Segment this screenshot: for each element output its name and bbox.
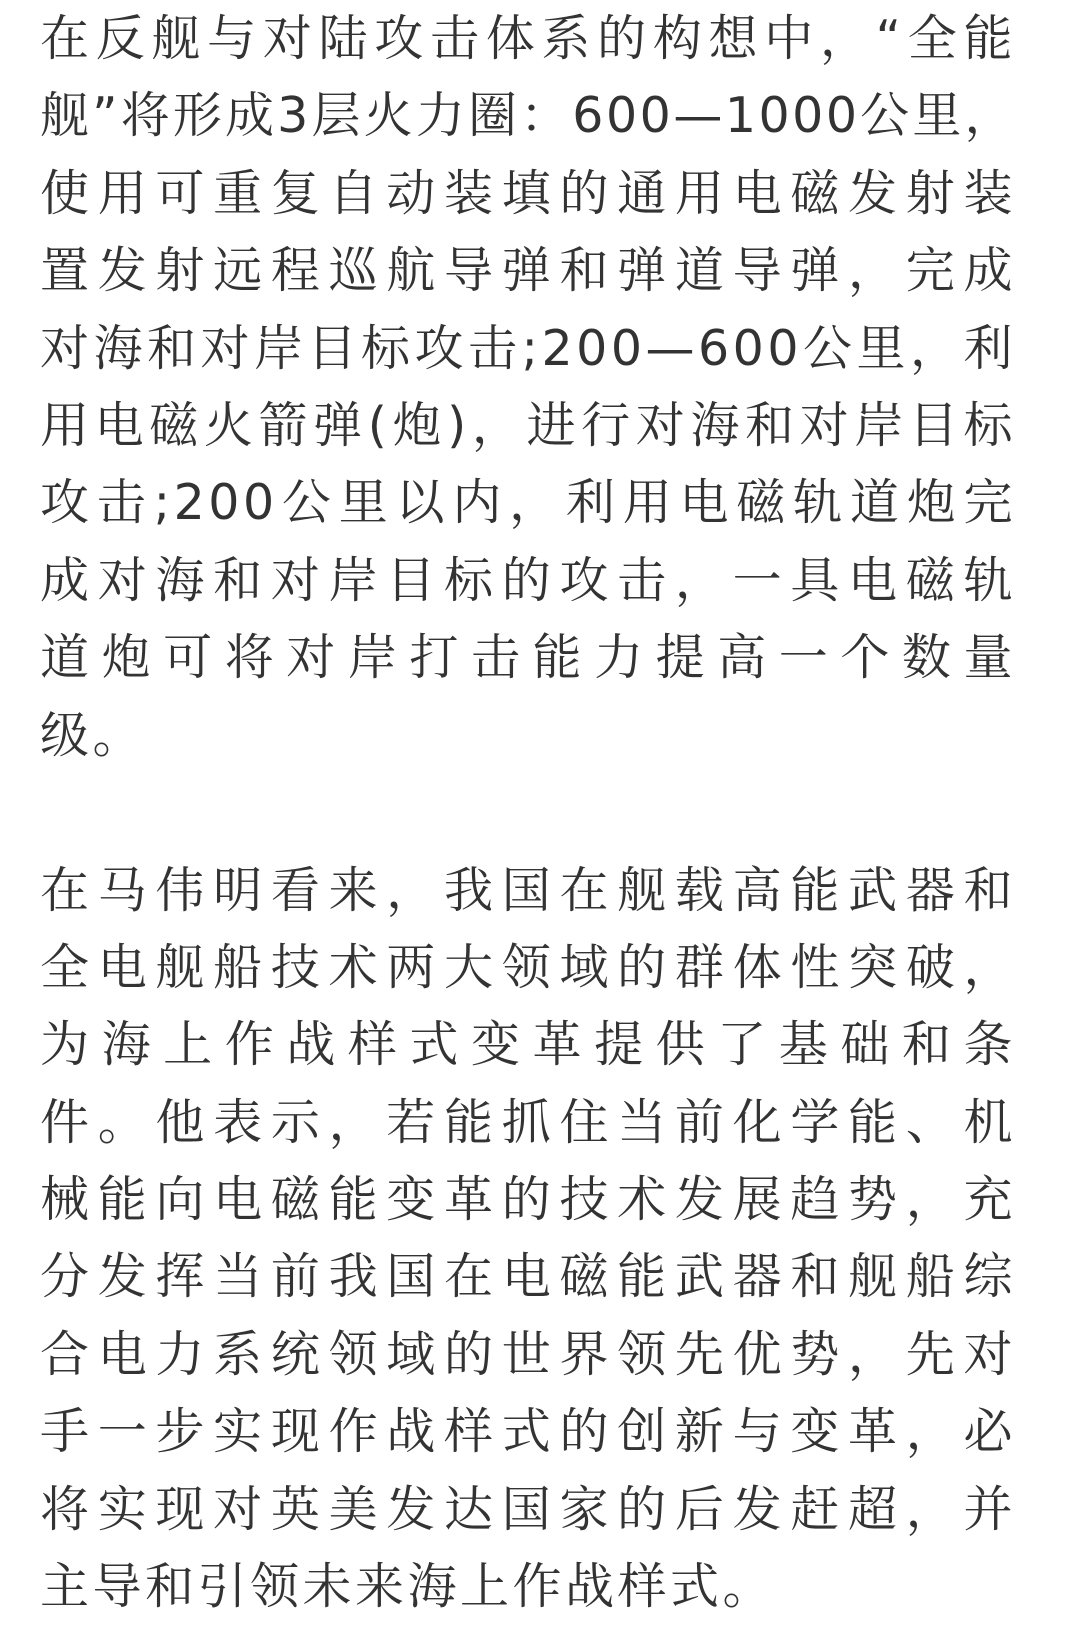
- text-line: 件。他表示，若能抓住当前化学能、机: [40, 1084, 1016, 1161]
- text-line: 全电舰船技术两大领域的群体性突破，: [40, 929, 1016, 1006]
- text-line: 舰”将形成3层火力圈：600—1000公里，: [40, 77, 1016, 154]
- text-line: 分发挥当前我国在电磁能武器和舰船综: [40, 1238, 1016, 1315]
- text-line: 成对海和对岸目标的攻击，一具电磁轨: [40, 542, 1016, 619]
- article-body: [40, 0, 1016, 1625]
- text-line: 合电力系统领域的世界领先优势，先对: [40, 1316, 1016, 1393]
- text-line: 主导和引领未来海上作战样式。: [40, 1548, 1016, 1625]
- text-line: 置发射远程巡航导弹和弹道导弹，完成: [40, 232, 1016, 309]
- text-line: 为海上作战样式变革提供了基础和条: [40, 1006, 1016, 1083]
- paragraph-ma-weiming-view: [40, 852, 1016, 1625]
- text-line: 级。: [40, 697, 1016, 774]
- text-line: 对海和对岸目标攻击;200—600公里，利: [40, 310, 1016, 387]
- paragraph-fire-circles: [40, 0, 1016, 774]
- text-line: 手一步实现作战样式的创新与变革，必: [40, 1393, 1016, 1470]
- text-line: 使用可重复自动装填的通用电磁发射装: [40, 155, 1016, 232]
- text-line: 将实现对英美发达国家的后发赶超，并: [40, 1471, 1016, 1548]
- text-line: 在马伟明看来，我国在舰载高能武器和: [40, 852, 1016, 929]
- text-line: 用电磁火箭弹(炮)，进行对海和对岸目标: [40, 387, 1016, 464]
- text-line: 道炮可将对岸打击能力提高一个数量: [40, 619, 1016, 696]
- text-line: 械能向电磁能变革的技术发展趋势，充: [40, 1161, 1016, 1238]
- text-line: 在反舰与对陆攻击体系的构想中，“全能: [40, 0, 1016, 77]
- text-line: 攻击;200公里以内，利用电磁轨道炮完: [40, 464, 1016, 541]
